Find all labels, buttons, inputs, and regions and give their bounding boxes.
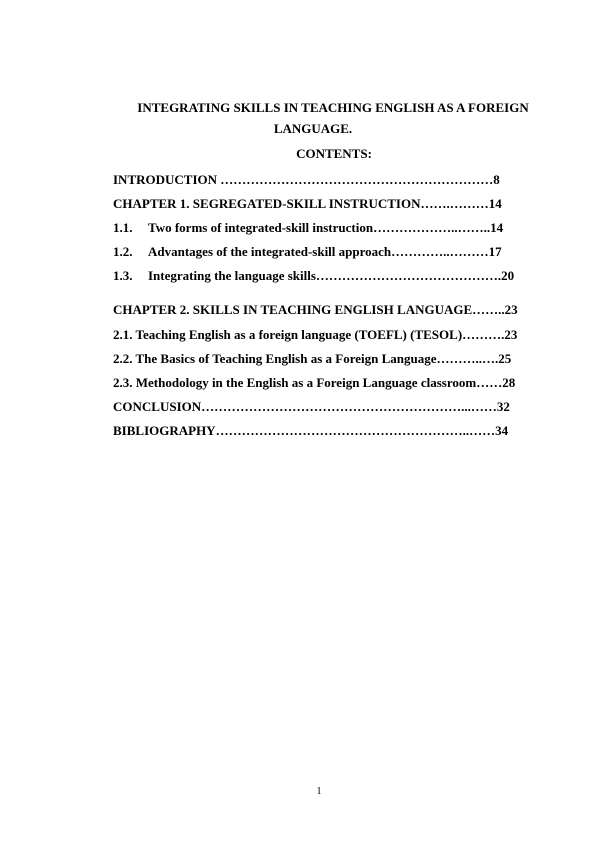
toc-text: Two forms of integrated-skill instruction………………..……..14 (148, 220, 504, 235)
toc-entry-2-3: 2.3. Methodology in the English as a Foreign Language classroom……28 (113, 375, 516, 390)
document-title-line2: LANGUAGE. (273, 121, 353, 136)
toc-entry-1-3 (113, 268, 514, 284)
toc-entry-2-2: 2.2. The Basics of Teaching English as a Foreign Language………..….25 (113, 351, 512, 366)
toc-entry-1-1 (113, 220, 503, 236)
toc-number: 1.2. (113, 244, 133, 259)
page-number: 1 (316, 786, 322, 797)
toc-number: 1.1. (113, 220, 133, 235)
document-title-line1: INTEGRATING SKILLS IN TEACHING ENGLISH AS A FOREIGN (137, 100, 529, 115)
toc-entry-chapter-2: CHAPTER 2. SKILLS IN TEACHING ENGLISH LANGUAGE……..23 (113, 302, 518, 317)
toc-entry-conclusion: CONCLUSION……………………………………………………...……32 (113, 399, 510, 414)
toc-entry-1-2 (113, 244, 502, 260)
toc-entry-bibliography: BIBLIOGRAPHY…………………………………………………..……34 (113, 423, 509, 438)
toc-text: Integrating the language skills…………………………………….20 (148, 268, 515, 283)
toc-entry-introduction: INTRODUCTION ………………………………………………………8 (113, 172, 500, 187)
contents-heading: CONTENTS: (296, 146, 372, 161)
toc-text: Advantages of the integrated-skill approach…………..………17 (148, 244, 502, 259)
toc-entry-2-1: 2.1. Teaching English as a foreign language (TOEFL) (TESOL)……….23 (113, 327, 518, 342)
toc-number: 1.3. (113, 268, 133, 283)
toc-entry-chapter-1: CHAPTER 1. SEGREGATED-SKILL INSTRUCTION…….………14 (113, 196, 502, 211)
